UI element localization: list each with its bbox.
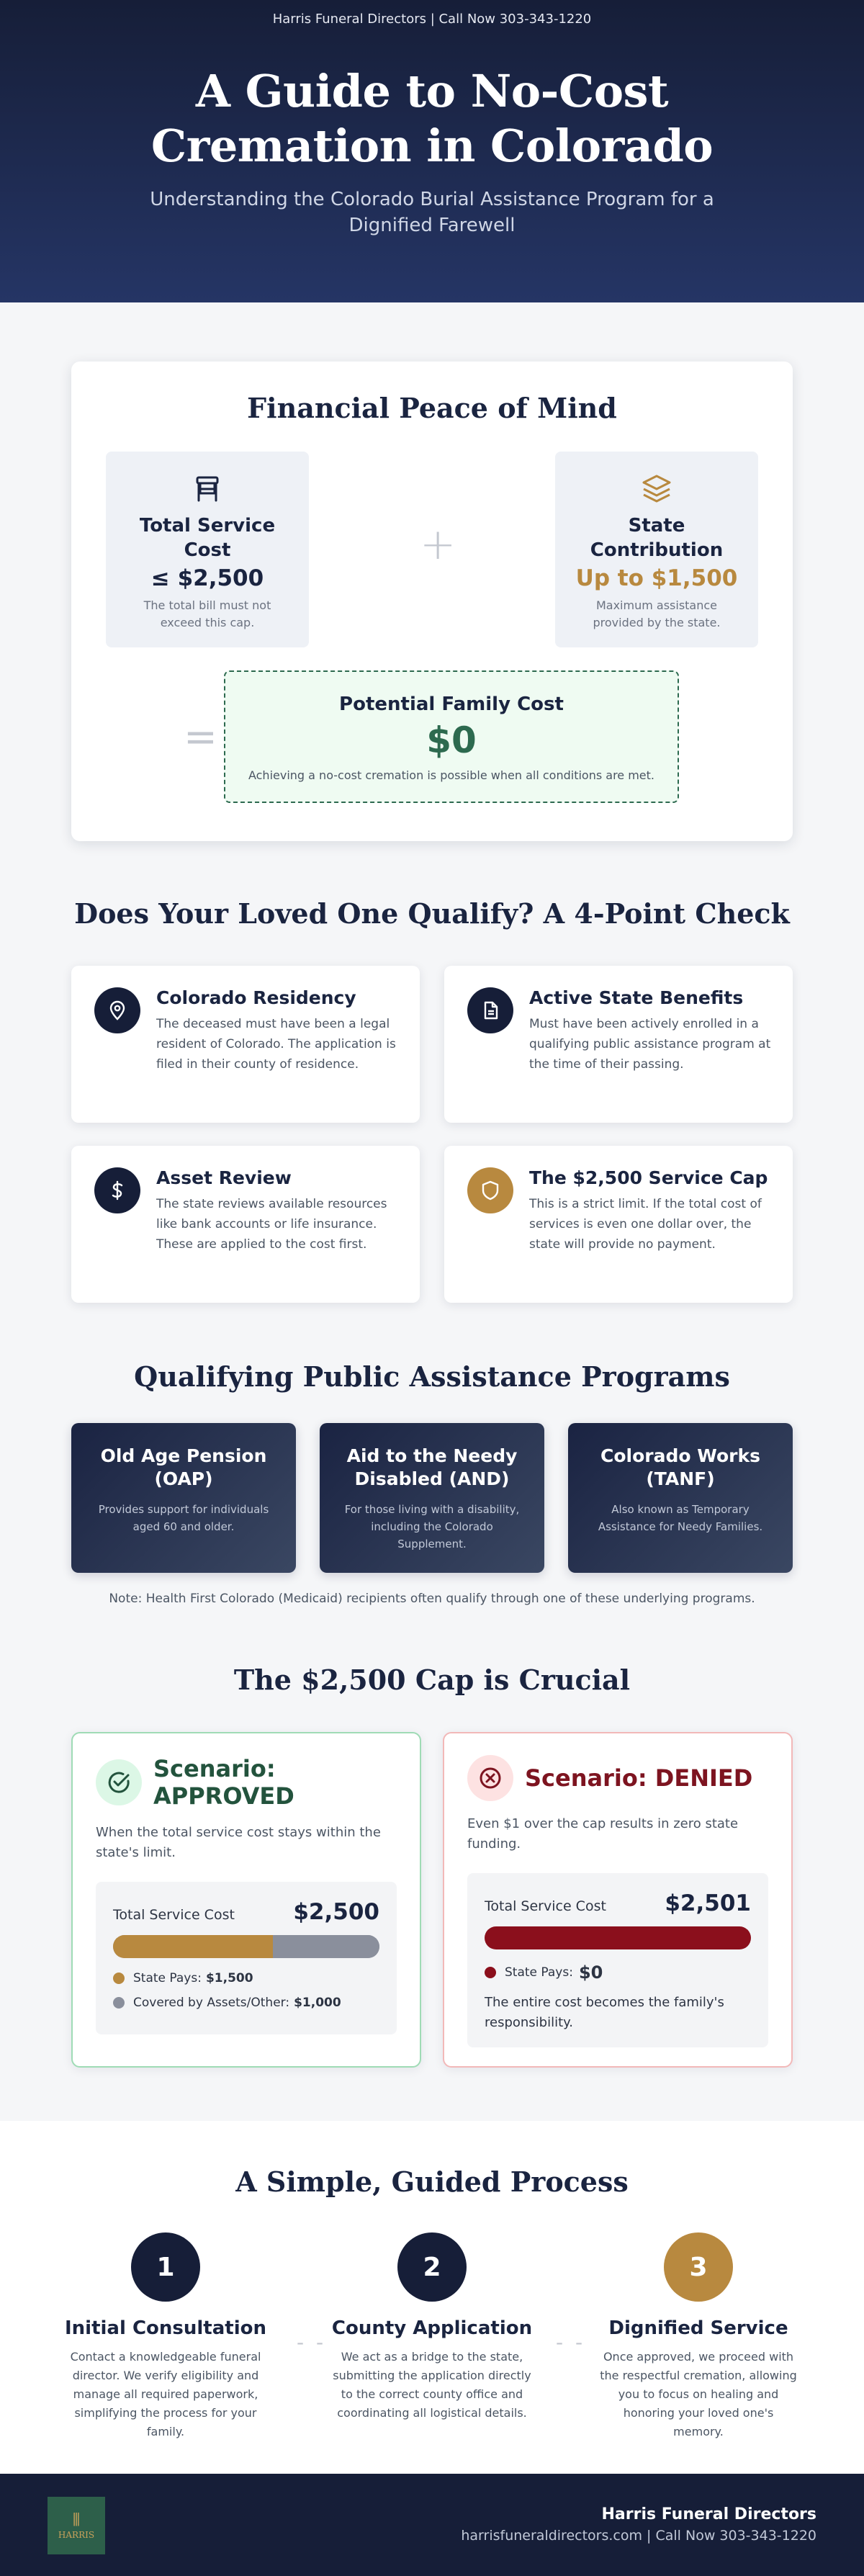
program-title: Aid to the Needy Disabled (AND) (346, 1445, 518, 1489)
approved-cost-label: Total Service Cost (113, 1907, 235, 1923)
qualify-card-residency (71, 966, 420, 1123)
qualify-grid (71, 966, 793, 1304)
step-title: Initial Consultation (65, 2317, 266, 2339)
qualify-card-text: Must have been actively enrolled in a qualifying public assistance program at the time of their passing. (529, 1017, 771, 1072)
qualify-card-title: Asset Review (156, 1167, 292, 1188)
program-text: For those living with a disability, including the Colorado Supplement. (344, 1503, 520, 1550)
topbar-contact[interactable]: Harris Funeral Directors | Call Now 303-343-1220 (272, 12, 592, 27)
legend-state-label: State Pays: (133, 1971, 202, 1985)
legend-denied-value: $0 (578, 1962, 603, 1983)
family-cost-label: Potential Family Cost (339, 694, 564, 715)
program-title: Old Age Pension (OAP) (100, 1445, 267, 1489)
scenario-denied-title: Scenario: DENIED (525, 1764, 753, 1792)
footer-company-name: Harris Funeral Directors (601, 2505, 816, 2523)
x-circle-icon (467, 1755, 513, 1801)
process-step-2 (320, 2232, 544, 2423)
programs-row (71, 1423, 793, 1573)
program-text: Also known as Temporary Assistance for Needy Families. (598, 1503, 763, 1533)
cap-title: The $2,500 Cap is Crucial (233, 1664, 631, 1696)
program-text: Provides support for individuals aged 60 and older. (98, 1503, 269, 1533)
page-subtitle: Understanding the Colorado Burial Assistance Program for a Dignified Farewell (150, 189, 714, 236)
legend-state-value: $1,500 (205, 1971, 253, 1985)
denied-breakdown (467, 1873, 768, 2047)
family-cost-note: Achieving a no-cost cremation is possible when all conditions are met. (248, 768, 655, 782)
legend-other-value: $1,000 (294, 1996, 341, 2010)
process-section (0, 2121, 864, 2474)
family-cost-box (224, 670, 679, 803)
denied-cost-bar (485, 1926, 751, 1949)
harris-logo (48, 2497, 105, 2554)
scenario-approved-card (71, 1732, 421, 2068)
scenario-approved-title: Scenario: APPROVED (153, 1755, 294, 1810)
scenario-denied-desc: Even $1 over the cap results in zero state funding. (467, 1816, 739, 1852)
layers-icon (639, 472, 674, 506)
state-contribution-box (555, 452, 758, 647)
step-number: 3 (664, 2232, 733, 2302)
step-title: Dignified Service (608, 2317, 788, 2339)
total-cost-label: Total Service Cost (139, 515, 276, 561)
qualify-card-title: Active State Benefits (529, 987, 744, 1008)
step-separator: - - (556, 2330, 586, 2354)
approved-breakdown (96, 1882, 397, 2034)
step-number: 2 (397, 2232, 467, 2302)
step-text: Contact a knowledgeable funeral director. We verify eligibility and manage all required paperwork, simplifying the process for your family. (70, 2350, 261, 2438)
program-card-and (320, 1423, 544, 1573)
legend-dot-state (113, 1973, 125, 1984)
legend-dot-denied (485, 1967, 496, 1978)
family-cost-value: $0 (426, 719, 477, 761)
qualify-card-benefits (444, 966, 793, 1123)
step-text: We act as a bridge to the state, submitting the application directly to the correct county office and coordinating all logistical details. (333, 2350, 531, 2420)
qualify-card-text: The state reviews available resources like bank accounts or life insurance. These are applied to the cost first. (156, 1197, 387, 1252)
footer-contact[interactable]: harrisfuneraldirectors.com | Call Now 303-343-1220 (461, 2528, 816, 2544)
qualify-card-cap (444, 1146, 793, 1303)
total-cost-box (106, 452, 309, 647)
state-contribution-value: Up to $1,500 (575, 565, 738, 591)
financial-card (71, 362, 793, 841)
denied-cost-label: Total Service Cost (485, 1898, 606, 1914)
legend-dot-other (113, 1997, 125, 2009)
process-title: A Simple, Guided Process (235, 2166, 629, 2198)
denied-cost-value: $2,501 (665, 1890, 751, 1916)
page-title: A Guide to No-Cost Cremation in Colorado (150, 65, 714, 172)
qualify-card-title: The $2,500 Service Cap (529, 1167, 768, 1188)
legend-denied-label: State Pays: (505, 1965, 573, 1980)
total-cost-value: ≤ $2,500 (150, 565, 264, 591)
financial-title: Financial Peace of Mind (247, 392, 617, 424)
program-card-tanf (568, 1423, 793, 1573)
state-pays-segment (113, 1935, 273, 1958)
location-pin-icon (94, 987, 140, 1033)
plus-operator: + (420, 519, 456, 570)
document-icon (467, 987, 513, 1033)
program-title: Colorado Works (TANF) (600, 1445, 760, 1489)
hero (0, 0, 864, 302)
approved-cost-value: $2,500 (293, 1899, 379, 1925)
qualify-card-text: This is a strict limit. If the total cost of services is even one dollar over, the state will provide no payment. (529, 1197, 762, 1252)
step-number: 1 (131, 2232, 200, 2302)
dollar-icon (94, 1167, 140, 1213)
state-contribution-note: Maximum assistance provided by the state. (593, 598, 721, 629)
state-contribution-label: State Contribution (590, 515, 724, 561)
logo-wordmark: HARRIS (58, 2530, 95, 2540)
process-step-3 (587, 2232, 810, 2441)
scenario-approved-desc: When the total service cost stays within the state's limit. (96, 1825, 381, 1860)
denied-footnote: The entire cost becomes the family's responsibility. (485, 1995, 724, 2030)
total-cost-note: The total bill must not exceed this cap. (143, 598, 271, 629)
step-title: County Application (331, 2317, 533, 2339)
service-icon (190, 472, 225, 506)
qualify-title: Does Your Loved One Qualify? A 4-Point Check (74, 897, 790, 930)
shield-icon (467, 1167, 513, 1213)
qualify-card-text: The deceased must have been a legal resident of Colorado. The application is filed in their county of residence. (156, 1017, 396, 1072)
program-card-oap (71, 1423, 296, 1573)
step-separator: - - (297, 2330, 327, 2354)
cap-scenarios (71, 1732, 793, 2068)
approved-cost-bar (113, 1935, 379, 1958)
programs-note: Note: Health First Colorado (Medicaid) recipients often qualify through one of these underlying programs. (109, 1592, 755, 1606)
check-circle-icon (96, 1759, 142, 1805)
assets-segment (273, 1935, 379, 1958)
step-text: Once approved, we proceed with the respectful cremation, allowing you to focus on healing and honoring your loved one's memory. (600, 2350, 797, 2438)
qualify-card-assets (71, 1146, 420, 1303)
legend-other-label: Covered by Assets/Other: (133, 1996, 290, 2010)
programs-title: Qualifying Public Assistance Programs (134, 1360, 730, 1393)
process-step-1 (54, 2232, 277, 2441)
qualify-card-title: Colorado Residency (156, 987, 356, 1008)
equals-operator: = (184, 714, 217, 760)
scenario-denied-card (443, 1732, 793, 2068)
footer (0, 2474, 864, 2576)
logo-glyph: ⦀ (72, 2510, 81, 2530)
